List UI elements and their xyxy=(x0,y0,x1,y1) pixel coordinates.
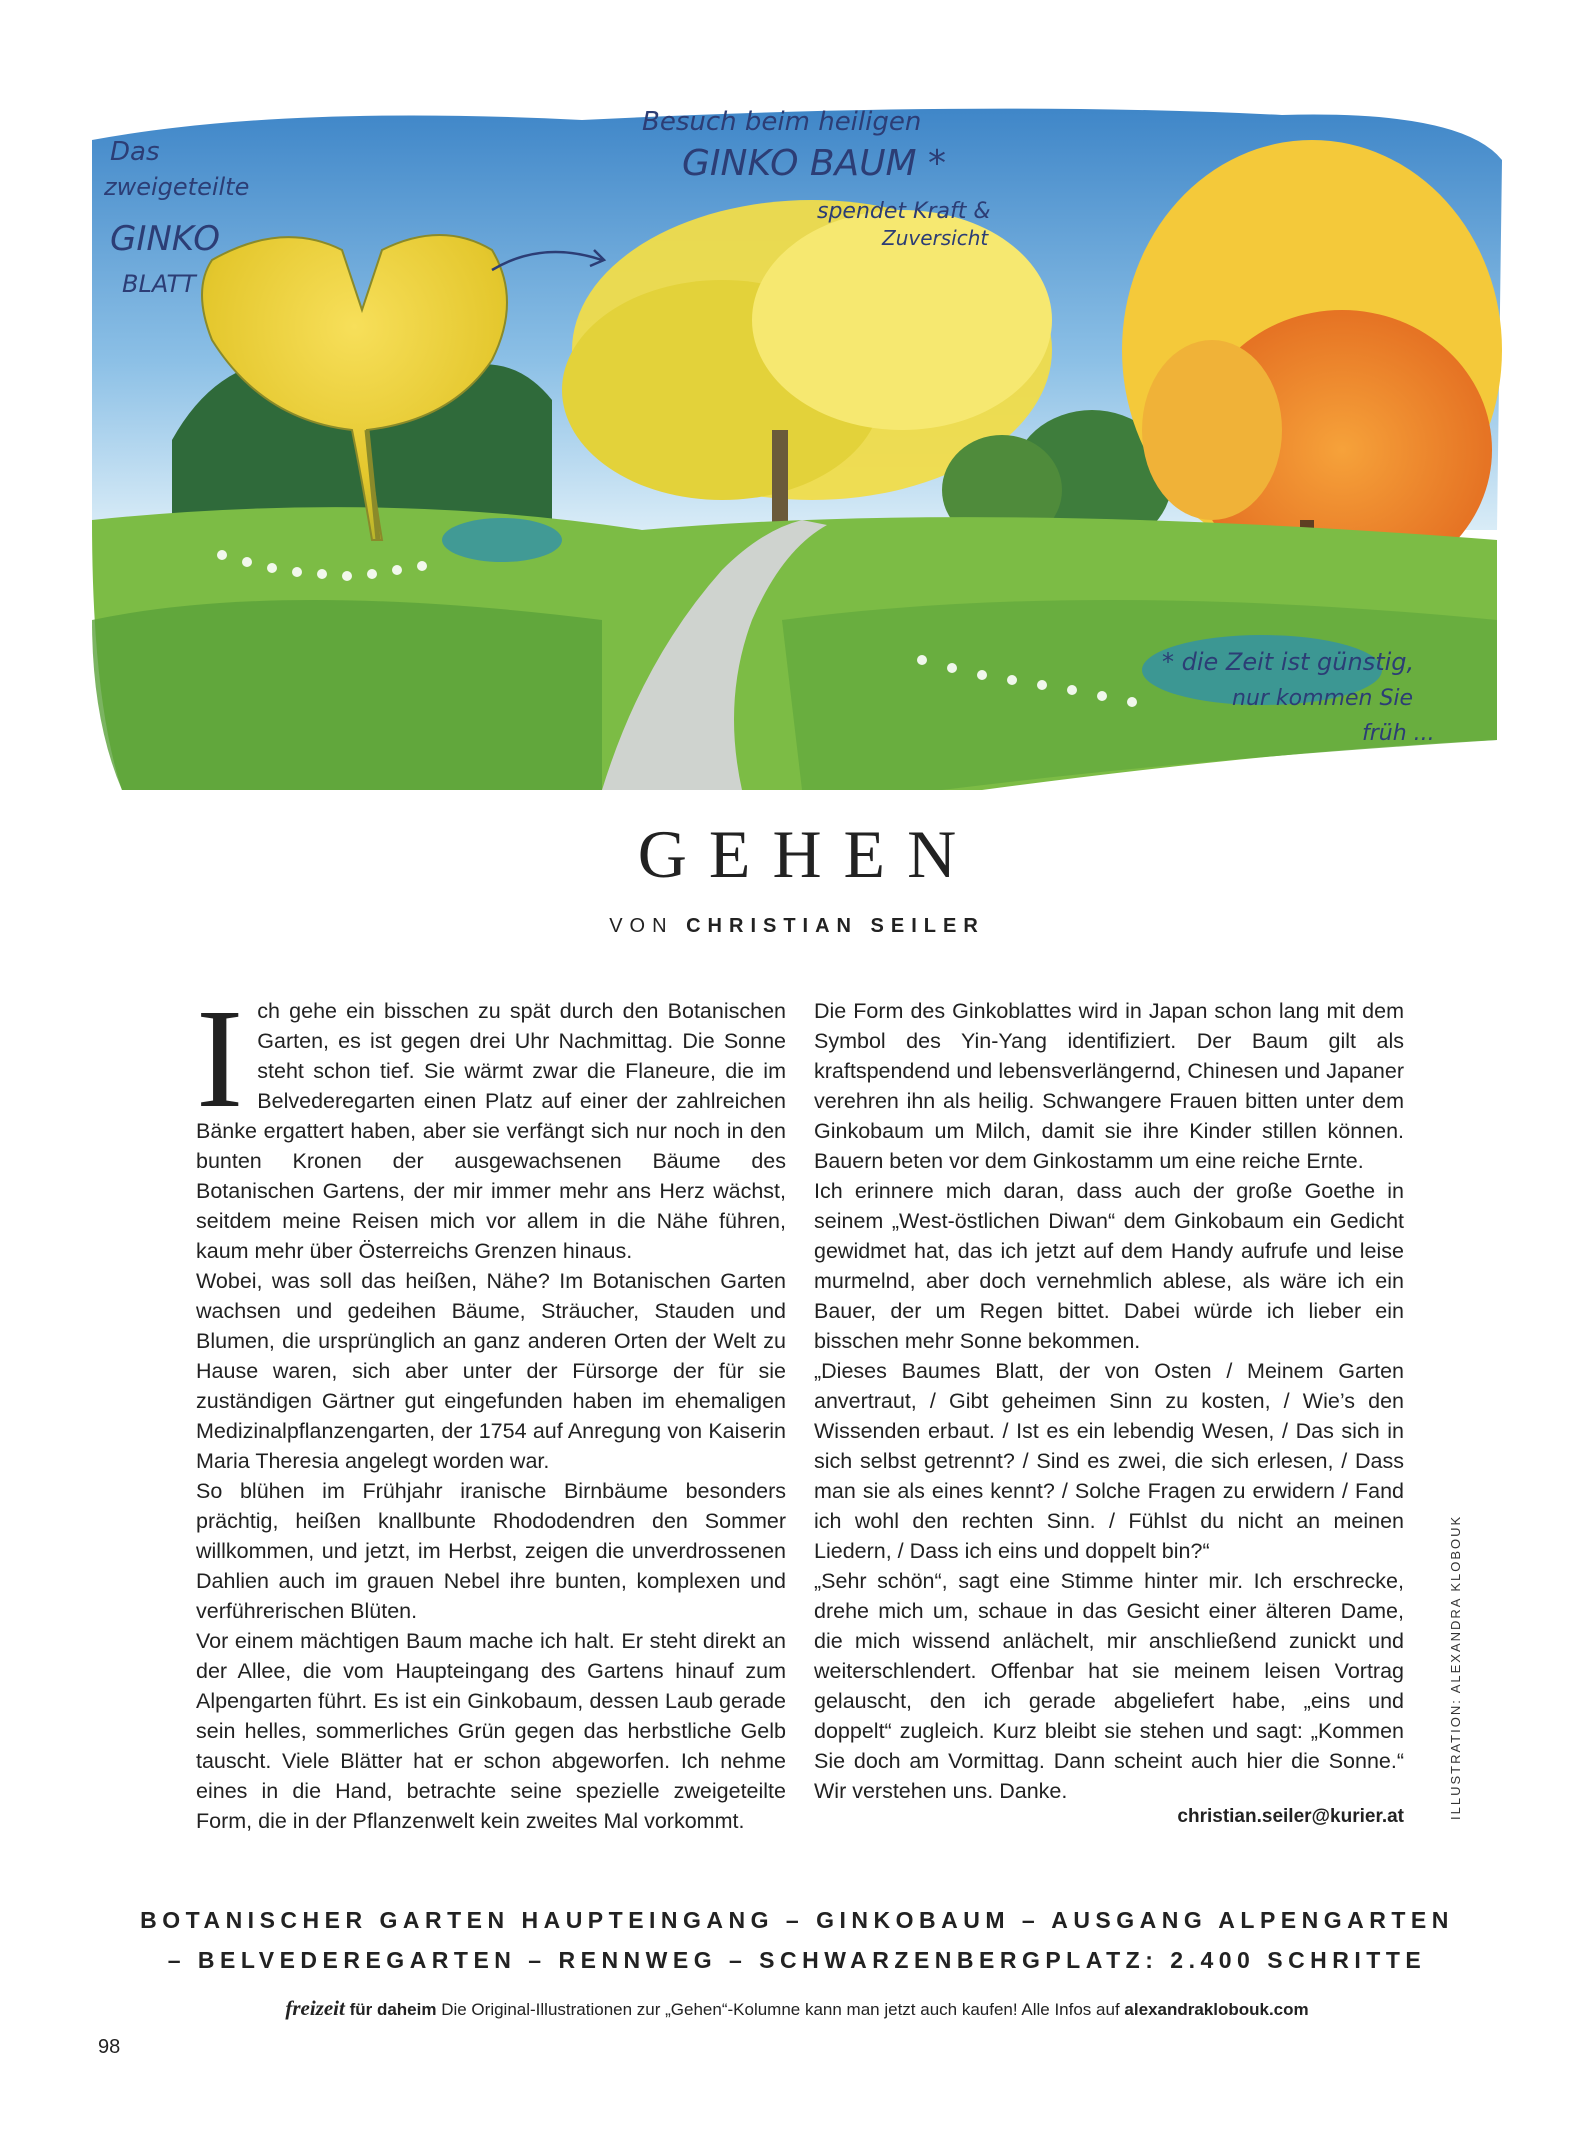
note-corner-1: * die Zeit ist günstig, xyxy=(1162,648,1415,676)
paragraph-text: ch gehe ein bisschen zu spät durch den Botanischen Garten, es ist gegen drei Uhr Nachmittag. Die Sonne steht schon tief. Sie wärmt zwar die Flaneure, die im Belvederegarten einen Platz auf einer der zahlreichen Bänke ergattert haben, aber sie verfängt sich nur noch in den bunten Kronen der ausgewachsenen Bäume des Botanischen Gartens, der mir immer mehr ans Herz wächst, seitdem meine Reisen mich vor allem in die Nähe führen, kaum mehr über Österreichs Grenzen hinaus. xyxy=(196,999,786,1263)
page-title: GEHEN xyxy=(637,816,979,892)
note-visit-1: Besuch beim heiligen xyxy=(642,107,922,137)
paragraph: „Dieses Baumes Blatt, der von Osten / Meinem Garten anvertraut, / Gibt geheimen Sinn zu kosten, / Wie’s den Wissenden erbaut. / Ist es ein lebendig Wesen, / Das sich in sich selbst getrennt? / Sind es zwei, die sich erlesen, / Dass man sie als eines kennt? / Solche Fragen zu erwidern / Fand ich wohl den rechten Sinn. / Fühlst du nicht an meinen Liedern, / Dass ich eins und doppelt bin?“ xyxy=(814,1359,1404,1563)
paragraph: So blühen im Frühjahr iranische Birnbäume besonders prächtig, heißen knallbunte Rhododendren den Sommer willkommen, und jetzt, im Herbst, zeigen die unverdrossenen Dahlien auch im grauen Nebel ihre bunten, komplexen und verführerischen Blüten. xyxy=(196,1479,786,1623)
brand-suffix: für daheim xyxy=(349,2000,437,2019)
note-leaf-3: GINKO xyxy=(110,219,220,259)
botanical-garden-painting xyxy=(82,100,1512,800)
note-visit-2: GINKO BAUM * xyxy=(682,143,947,184)
page-number: 98 xyxy=(98,2036,121,2058)
watercolor-illustration xyxy=(82,100,1512,800)
footer-link[interactable]: alexandraklobouk.com xyxy=(1124,2000,1309,2019)
walking-route xyxy=(0,1900,1594,1980)
article-column-right xyxy=(814,996,1404,1806)
illustration-credit: ILLUSTRATION: ALEXANDRA KLOBOUK xyxy=(1448,1514,1463,1820)
note-leaf-4: BLATT xyxy=(122,270,196,298)
note-visit-3: spendet Kraft & xyxy=(817,199,991,224)
route-line-1: BOTANISCHER GARTEN HAUPTEINGANG – GINKOBAUM – AUSGANG ALPENGARTEN xyxy=(140,1907,1454,1933)
byline-prefix: VON xyxy=(609,915,674,937)
paragraph: Vor einem mächtigen Baum mache ich halt. Er steht direkt an der Allee, die vom Haupteingang des Gartens hinauf zum Alpengarten führt. Es ist ein Ginkobaum, dessen Laub gerade sein helles, sommerliches Grün gegen das herbstliche Gelb tauscht. Viele Blätter hat er schon abgeworfen. Ich nehme eines in die Hand, betrachte seine spezielle zweigeteilte Form, die in der Pflanzenwelt kein zweites Mal vorkommt. xyxy=(196,1629,786,1833)
footer-text: Die Original-Illustrationen zur „Gehen“-Kolumne kann man jetzt auch kaufen! Alle Infos auf xyxy=(441,2000,1120,2019)
byline xyxy=(0,915,1594,938)
note-visit-4: Zuversicht xyxy=(882,226,989,250)
author-email: christian.seiler@kurier.at xyxy=(1177,1806,1404,1827)
article-column-left xyxy=(196,979,786,1836)
paragraph: Ich erinnere mich daran, dass auch der große Goethe in seinem „West-östlichen Diwan“ dem Ginkobaum ein Gedicht gewidmet hat, das ich jetzt auf dem Handy aufrufe und leise murmelnd, aber doch vernehmlich ablese, als wäre ich ein Bauer, der um Regen bittet. Dabei würde ich lieber ein bisschen mehr Sonne bekommen. xyxy=(814,1179,1404,1353)
drop-cap: I xyxy=(196,979,244,1137)
route-line-2: – BELVEDEREGARTEN – RENNWEG – SCHWARZENBERGPLATZ: 2.400 SCHRITTE xyxy=(167,1947,1427,1973)
note-corner-3: früh ... xyxy=(1362,721,1435,746)
author-name: CHRISTIAN SEILER xyxy=(686,915,985,937)
note-leaf-1: Das xyxy=(110,137,160,167)
brand-logo: freizeit xyxy=(285,1996,345,2020)
note-leaf-2: zweigeteilte xyxy=(104,173,250,201)
paragraph: Wobei, was soll das heißen, Nähe? Im Botanischen Garten wachsen und gedeihen Bäume, Sträucher, Stauden und Blumen, die ursprünglich an ganz anderen Orten der Welt zu Hause waren, sich aber unter der Fürsorge der für sie zuständigen Gärtner gut eingefunden haben im ehemaligen Medizinalpflanzengarten, der 1754 auf Anregung von Kaiserin Maria Theresia angelegt worden war. xyxy=(196,1269,786,1473)
footer-note xyxy=(0,1996,1594,2021)
paragraph: „Sehr schön“, sagt eine Stimme hinter mir. Ich erschrecke, drehe mich um, schaue in das Gesicht einer älteren Dame, die mich wissend anlächelt, mir anschließend zunickt und weiterschlendert. Offenbar hat sie meinem leisen Vortrag gelauscht, den ich gerade abgeliefert habe, „eins und doppelt“ zugleich. Kurz bleibt sie stehen und sagt: „Kommen Sie doch am Vormittag. Dann scheint auch hier die Sonne.“ Wir verstehen uns. Danke. xyxy=(814,1569,1404,1803)
note-corner-2: nur kommen Sie xyxy=(1232,686,1414,711)
paragraph: Die Form des Ginkoblattes wird in Japan schon lang mit dem Symbol des Yin-Yang identifiziert. Der Baum gilt als kraftspendend und lebensverlängernd, Chinesen und Japaner verehren ihn als heilig. Schwangere Frauen bitten unter dem Ginkobaum um Milch, damit sie ihre Kinder stillen können. Bauern beten vor dem Ginkostamm um eine reiche Ernte. xyxy=(814,999,1404,1173)
paragraph xyxy=(196,979,786,1266)
